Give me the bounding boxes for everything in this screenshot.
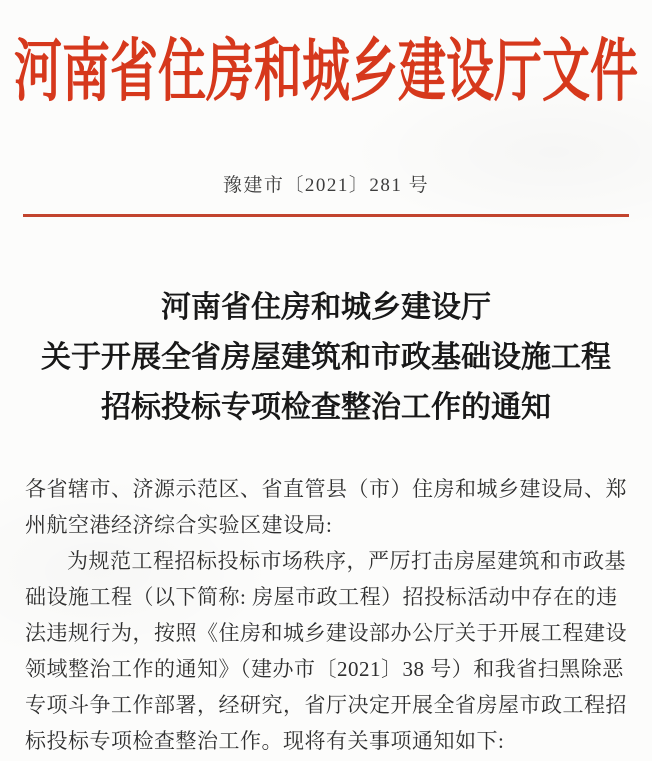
- notice-title-line-3: 招标投标专项检查整治工作的通知: [101, 391, 551, 424]
- document-body: [25, 471, 628, 759]
- paragraph-line: 领域整治工作的通知》（建办市〔2021〕38 号）和我省扫黑除恶: [25, 657, 624, 681]
- document-number: 豫建市〔2021〕281 号: [222, 175, 430, 196]
- paragraph-line: 专项斗争工作部署，经研究，省厅决定开展全省房屋市政工程招: [25, 693, 627, 717]
- notice-title-line-2: 关于开展全省房屋建筑和市政基础设施工程: [41, 341, 611, 374]
- notice-title-line-1: 河南省住房和城乡建设厅: [161, 291, 491, 324]
- paragraph-line: 础设施工程（以下简称: 房屋市政工程）招投标活动中存在的违: [25, 585, 618, 609]
- letterhead: [0, 26, 652, 110]
- paragraph-line: 法违规行为，按照《住房和城乡建设部办公厅关于开展工程建设: [25, 621, 627, 645]
- addressee: [25, 471, 628, 543]
- addressee-line: 各省辖市、济源示范区、省直管县（市）住房和城乡建设局、郑: [25, 477, 627, 501]
- paragraph-line: 标投标专项检查整治工作。现将有关事项通知如下:: [25, 729, 505, 753]
- notice-title: [0, 283, 652, 433]
- opening-paragraph: [25, 543, 628, 759]
- addressee-line: 州航空港经济综合实验区建设局:: [25, 513, 333, 537]
- red-divider-line: [23, 214, 629, 217]
- letterhead-title: 河南省住房和城乡建设厅文件: [13, 34, 638, 110]
- paragraph-line: 为规范工程招标投标市场秩序，严厉打击房屋建筑和市政基: [67, 549, 626, 573]
